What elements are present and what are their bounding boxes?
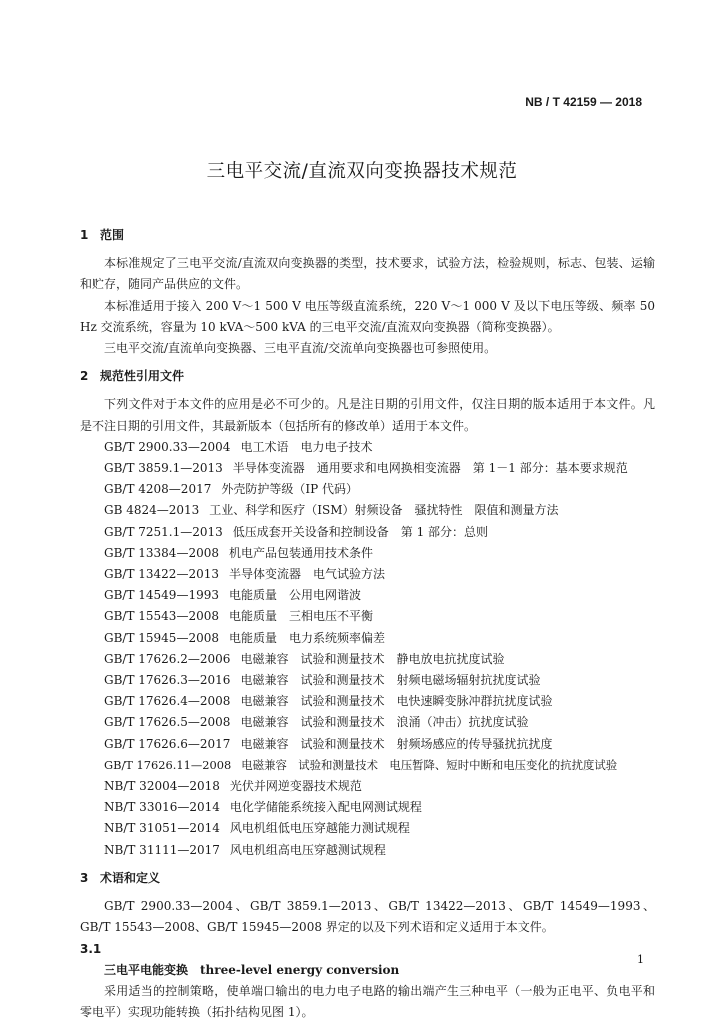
reference-code: GB/T 17626.6—2017 (104, 736, 231, 751)
reference-item (80, 522, 655, 543)
term-english: three-level energy conversion (200, 962, 400, 977)
section-1-heading (80, 225, 655, 246)
reference-item (80, 479, 655, 500)
term-heading (80, 960, 655, 981)
reference-code: GB/T 2900.33—2004 (104, 439, 231, 454)
reference-item (80, 755, 655, 776)
reference-code: GB/T 17626.2—2006 (104, 651, 231, 666)
reference-title: 电能质量 电力系统频率偏差 (228, 630, 385, 645)
section-2-title: 规范性引用文件 (100, 369, 185, 384)
reference-code: GB/T 13384—2008 (104, 545, 219, 560)
reference-item (80, 734, 655, 755)
reference-code: GB/T 17626.5—2008 (104, 715, 231, 730)
reference-code: GB/T 3859.1—2013 (104, 461, 223, 476)
reference-title: 风电机组低电压穿越能力测试规程 (229, 821, 410, 836)
reference-title: 电磁兼容 试验和测量技术 电压暂降、短时中断和电压变化的抗扰度试验 (241, 757, 618, 772)
subsection-number: 3.1 (80, 941, 102, 956)
reference-title: 电磁兼容 试验和测量技术 静电放电抗扰度试验 (240, 651, 505, 666)
reference-title: 电磁兼容 试验和测量技术 浪涌（冲击）抗扰度试验 (240, 715, 529, 730)
reference-item (80, 691, 655, 712)
section-2-heading (80, 366, 655, 387)
reference-title: 电能质量 公用电网谐波 (228, 588, 361, 603)
reference-item (80, 628, 655, 649)
section-1-paragraph: 本标准规定了三电平交流/直流双向变换器的类型，技术要求，试验方法，检验规则，标志、包装、运输和贮存，随同产品供应的文件。 (80, 256, 655, 292)
reference-code: GB/T 4208—2017 (104, 482, 212, 497)
section-1-title: 范围 (100, 228, 125, 242)
reference-code: GB/T 15543—2008 (104, 609, 219, 624)
page-number: 1 (637, 953, 644, 966)
standard-number: NB / T 42159 — 2018 (525, 95, 642, 109)
reference-title: 电磁兼容 试验和测量技术 电快速瞬变脉冲群抗扰度试验 (240, 694, 553, 709)
reference-item (80, 564, 655, 585)
section-1-paragraph: 本标准适用于接入 200 V～1 500 V 电压等级直流系统，220 V～1 000 V 及以下电压等级、频率 50 Hz 交流系统，容量为 10 kVA～500 kVA 的三电平交流/直流双向变换器（简称变换器）。 (80, 298, 655, 334)
reference-title: 电工术语 电力电子技术 (240, 439, 373, 454)
reference-item (80, 543, 655, 564)
reference-item (80, 776, 655, 797)
section-1-number: 1 (80, 228, 89, 242)
reference-title: 电磁兼容 试验和测量技术 射频电磁场辐射抗扰度试验 (240, 673, 541, 688)
reference-title: 工业、科学和医疗（ISM）射频设备 骚扰特性 限值和测量方法 (209, 503, 559, 518)
section-3-intro: GB/T 2900.33—2004、GB/T 3859.1—2013、GB/T 13422—2013、GB/T 14549—1993、GB/T 15543—2008、GB/T 15945—2008 界定的以及下列术语和定义适用于本文件。 (80, 899, 655, 935)
reference-code: GB/T 7251.1—2013 (104, 524, 223, 539)
reference-item (80, 712, 655, 733)
section-2-number: 2 (80, 369, 89, 384)
reference-item (80, 458, 655, 479)
reference-code: GB/T 17626.11—2008 (104, 757, 232, 772)
reference-code: NB/T 31051—2014 (104, 821, 220, 836)
reference-title: 电化学储能系统接入配电网测试规程 (229, 800, 422, 815)
section-3-title: 术语和定义 (100, 870, 161, 885)
reference-item (80, 670, 655, 691)
reference-code: GB 4824—2013 (104, 503, 200, 518)
term-definition: 采用适当的控制策略，使单端口输出的电力电子电路的输出端产生三种电平（一般为正电平、负电平和零电平）实现功能转换（拓扑结构见图 1）。 (80, 983, 655, 1020)
reference-title: 风电机组高电压穿越测试规程 (229, 842, 386, 857)
reference-item (80, 649, 655, 670)
reference-title: 外壳防护等级（IP 代码） (221, 482, 358, 497)
reference-title: 电能质量 三相电压不平衡 (228, 609, 373, 624)
reference-title: 光伏并网逆变器技术规范 (229, 779, 362, 794)
section-3-number: 3 (80, 870, 89, 885)
reference-item (80, 437, 655, 458)
reference-list (80, 437, 655, 861)
reference-code: GB/T 17626.4—2008 (104, 694, 231, 709)
reference-title: 低压成套开关设备和控制设备 第 1 部分：总则 (232, 524, 489, 539)
section-1-paragraph: 三电平交流/直流单向变换器、三电平直流/交流单向变换器也可参照使用。 (104, 341, 497, 356)
reference-code: NB/T 32004—2018 (104, 779, 220, 794)
reference-item (80, 606, 655, 627)
section-2-intro: 下列文件对于本文件的应用是必不可少的。凡是注日期的引用文件，仅注日期的版本适用于本文件。凡是不注日期的引用文件，其最新版本（包括所有的修改单）适用于本文件。 (80, 397, 655, 433)
reference-title: 半导体变流器 通用要求和电网换相变流器 第 1－1 部分：基本要求规范 (232, 461, 628, 476)
reference-item (80, 818, 655, 839)
document-body (80, 225, 655, 1023)
reference-code: GB/T 14549—1993 (104, 588, 219, 603)
reference-item (80, 585, 655, 606)
reference-item (80, 797, 655, 818)
reference-code: GB/T 15945—2008 (104, 630, 219, 645)
reference-item (80, 840, 655, 861)
term-chinese: 三电平电能变换 (104, 962, 189, 977)
document-title: 三电平交流/直流双向变换器技术规范 (206, 161, 518, 182)
reference-code: NB/T 33016—2014 (104, 800, 220, 815)
reference-title: 机电产品包装通用技术条件 (228, 545, 373, 560)
section-3-heading (80, 868, 655, 889)
reference-title: 半导体变流器 电气试验方法 (228, 567, 385, 582)
reference-item (80, 500, 655, 521)
reference-title: 电磁兼容 试验和测量技术 射频场感应的传导骚扰抗扰度 (240, 736, 553, 751)
reference-code: NB/T 31111—2017 (104, 842, 220, 857)
reference-code: GB/T 13422—2013 (104, 567, 219, 582)
reference-code: GB/T 17626.3—2016 (104, 673, 231, 688)
